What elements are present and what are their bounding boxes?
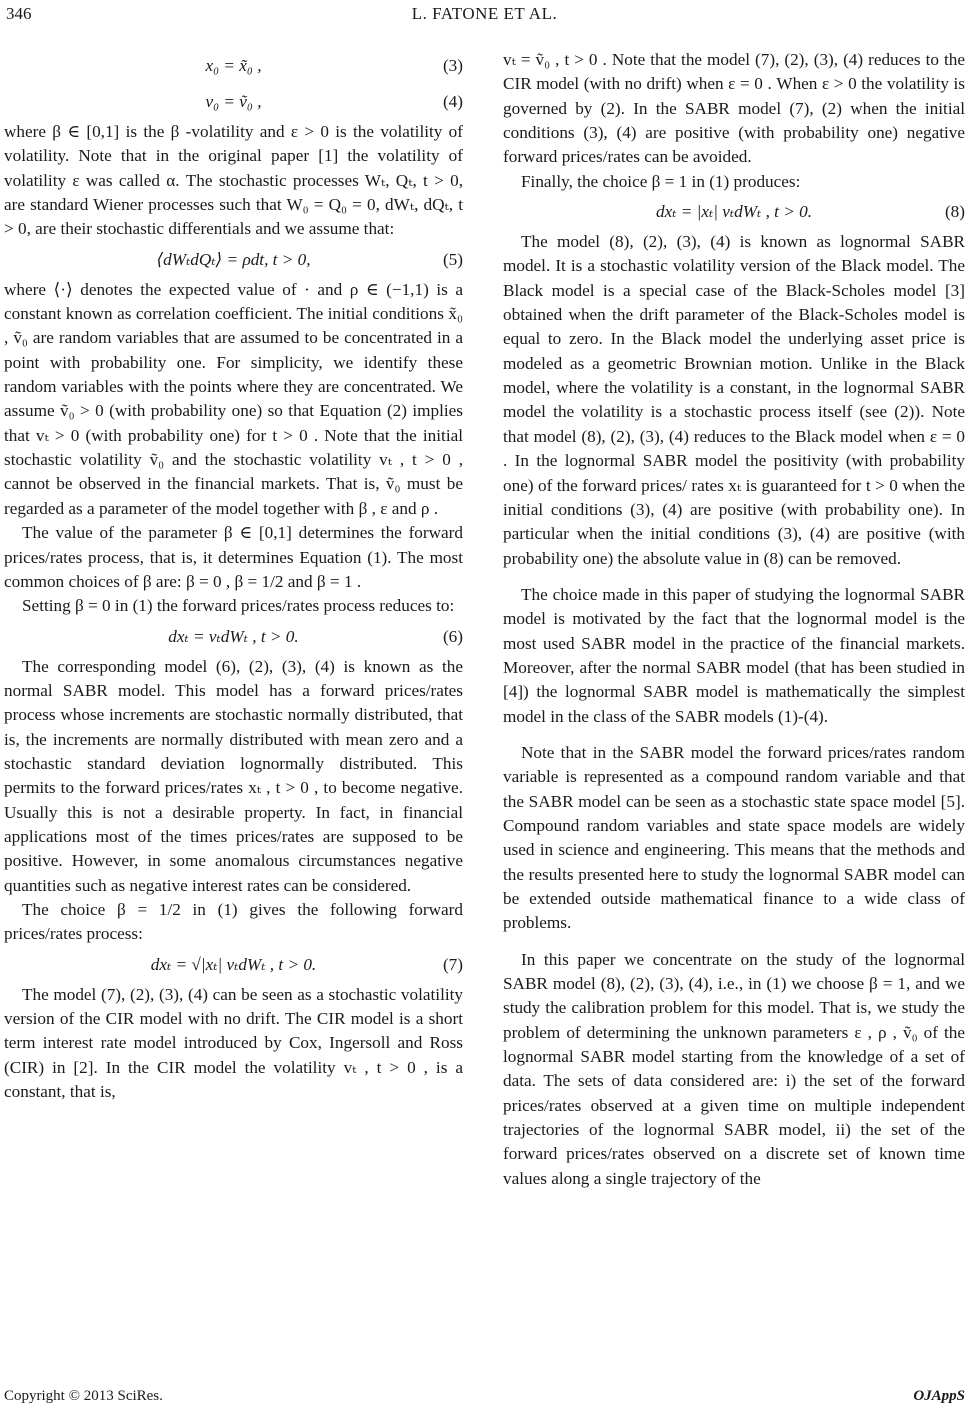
- equation-7-number: (7): [442, 954, 463, 974]
- equation-4-number: (4): [442, 92, 463, 111]
- equation-4: [4, 84, 463, 120]
- paragraph: where ⟨·⟩ denotes the expected value of · and ρ ∈ (−1,1) is a constant known as correlation coefficient. The initial conditions x̃₀ , ṽ₀ are random variables that are assumed to be concentrated in a point with probability one. For simplicity, we identify these random variables with the points where they are concentrated. We assume ṽ₀ > 0 (with probability one) so that Equation (2) implies that vₜ > 0 (with probability one) for t > 0 . Note that the initial stochastic volatility ṽ₀ and the stochastic volatility vₜ , t > 0 , cannot be observed in the financial markets. That is, ṽ₀ must be regarded as a parameter of the model together with β , ε and ρ .: [4, 279, 463, 518]
- left-column: [4, 48, 463, 1104]
- equation-6: [4, 619, 463, 655]
- journal-name: OJAppS: [913, 1388, 965, 1404]
- equation-3: [4, 48, 463, 84]
- equation-8: [503, 194, 965, 230]
- equation-5: [4, 242, 463, 278]
- paragraph: The model (7), (2), (3), (4) can be seen as a stochastic volatility version of the CIR model with no drift. The CIR model is a short term interest rate model introduced by Cox, Ingersoll and Ross (CIR) in [2]. In the CIR model the volatility vₜ , t > 0 , is a constant, that is,: [4, 984, 463, 1102]
- paragraph: The choice made in this paper of studying the lognormal SABR model is motivated by the fact that the lognormal model is the most used SABR model in the practice of the financial markets. Moreover, after the normal SABR model (that has been studied in [4]) the lognormal SABR model is mathematically the simplest model in the class of the SABR models (1)-(4).: [503, 584, 965, 726]
- running-head: L. FATONE ET AL.: [411, 4, 558, 23]
- equation-6-body: dxₜ = vₜdWₜ , t > 0.: [168, 626, 299, 646]
- equation-3-number: (3): [442, 56, 463, 75]
- copyright-notice: Copyright © 2013 SciRes.: [4, 1388, 163, 1404]
- paragraph: The choice β = 1/2 in (1) gives the following forward prices/rates process:: [4, 899, 463, 944]
- equation-4-body: v₀ = ṽ₀ ,: [205, 92, 262, 111]
- page-number: 346: [6, 4, 32, 23]
- paragraph: Setting β = 0 in (1) the forward prices/rates process reduces to:: [22, 596, 455, 616]
- paragraph: Finally, the choice β = 1 in (1) produces:: [521, 171, 801, 191]
- equation-5-number: (5): [442, 249, 463, 269]
- equation-8-body: dxₜ = |xₜ| vₜdWₜ , t > 0.: [655, 202, 813, 222]
- right-column: [503, 48, 965, 1191]
- equation-5-body: ⟨dWₜdQₜ⟩ = ρdt, t > 0,: [156, 249, 311, 269]
- equation-3-body: x₀ = x̃₀ ,: [205, 56, 262, 75]
- paragraph: In this paper we concentrate on the study of the lognormal SABR model (8), (2), (3), (4), i.e., in (1) we choose β = 1, and we study the calibration problem for this model. That is, we study the problem of determining the unknown parameters ε , ρ , ṽ₀ of the lognormal SABR model starting from the knowledge of a set of data. The sets of data considered are: i) the set of the forward prices/rates observed at a given time on multiple independent trajectories of the lognormal SABR model, ii) the set of the forward prices/rates observed on a discrete set of known time values along a single trajectory of the: [503, 949, 965, 1188]
- equation-8-number: (8): [944, 202, 965, 222]
- paragraph: The corresponding model (6), (2), (3), (4) is known as the normal SABR model. This model has a forward prices/rates process whose increments are stochastic normally distributed, that is, the increments are normally distributed with mean zero and a stochastic standard deviation lognormally distributed. This permits to the forward prices/rates xₜ , t > 0 , to become negative. Usually this is not a desirable property. In fact, in financial applications most of the times prices/rates are supposed to be positive. However, in some anomalous circumstances negative quantities such as negative interest rates can be considered.: [4, 656, 463, 895]
- equation-7-body: dxₜ = √|xₜ| vₜdWₜ , t > 0.: [150, 954, 317, 974]
- paragraph: vₜ = ṽ₀ , t > 0 . Note that the model (7), (2), (3), (4) reduces to the CIR model (with no drift) when ε = 0 . When ε > 0 the volatility is governed by (2). In the SABR model (7), (2) when the initial conditions (3), (4) are positive (with probability one) negative forward prices/rates can be avoided.: [503, 50, 965, 167]
- paragraph: The value of the parameter β ∈ [0,1] determines the forward prices/rates process, that is, it determines Equation (1). The most common choices of β are: β = 0 , β = 1/2 and β = 1 .: [4, 523, 463, 591]
- page-header: [0, 0, 969, 38]
- paragraph: The model (8), (2), (3), (4) is known as lognormal SABR model. It is a stochastic volatility version of the Black model. The Black model is a special case of the Black-Scholes model [3] obtained when the drift parameter of the Black-Scholes model is equal to zero. In the Black model the underlying asset price is modeled as a geometric Brownian motion. Unlike in the Black model, where the volatility is a constant, in the lognormal SABR model the volatility is a stochastic process itself (see (2)). Note that model (8), (2), (3), (4) reduces to the Black model when ε = 0 . In the lognormal SABR model the positivity (with probability one) of the forward prices/ rates xₜ is guaranteed for t > 0 when the initial conditions (3), (4) are positive (with probability one). In particular when the initial conditions (3), (4) are positive (with probability one) the absolute value in (8) can be removed.: [503, 232, 965, 568]
- paragraph: where β ∈ [0,1] is the β -volatility and ε > 0 is the volatility of volatility. Note that in the original paper [1] the volatility of volatility ε was called α. The stochastic processes Wₜ, Qₜ, t > 0, are standard Wiener processes such that W₀ = Q₀ = 0, dWₜ, dQₜ, t > 0, are their stochastic differentials and we assume that:: [4, 122, 463, 239]
- equation-7: [4, 947, 463, 983]
- paragraph: Note that in the SABR model the forward prices/rates random variable is represented as a compound random variable and that the SABR model can be seen as a stochastic state space model [5]. Compound random variables and state space models are widely used in science and engineering. This means that the methods and the results presented here to study the lognormal SABR model can be extended outside mathematical finance to a wide class of problems.: [503, 742, 965, 933]
- equation-6-number: (6): [442, 626, 463, 646]
